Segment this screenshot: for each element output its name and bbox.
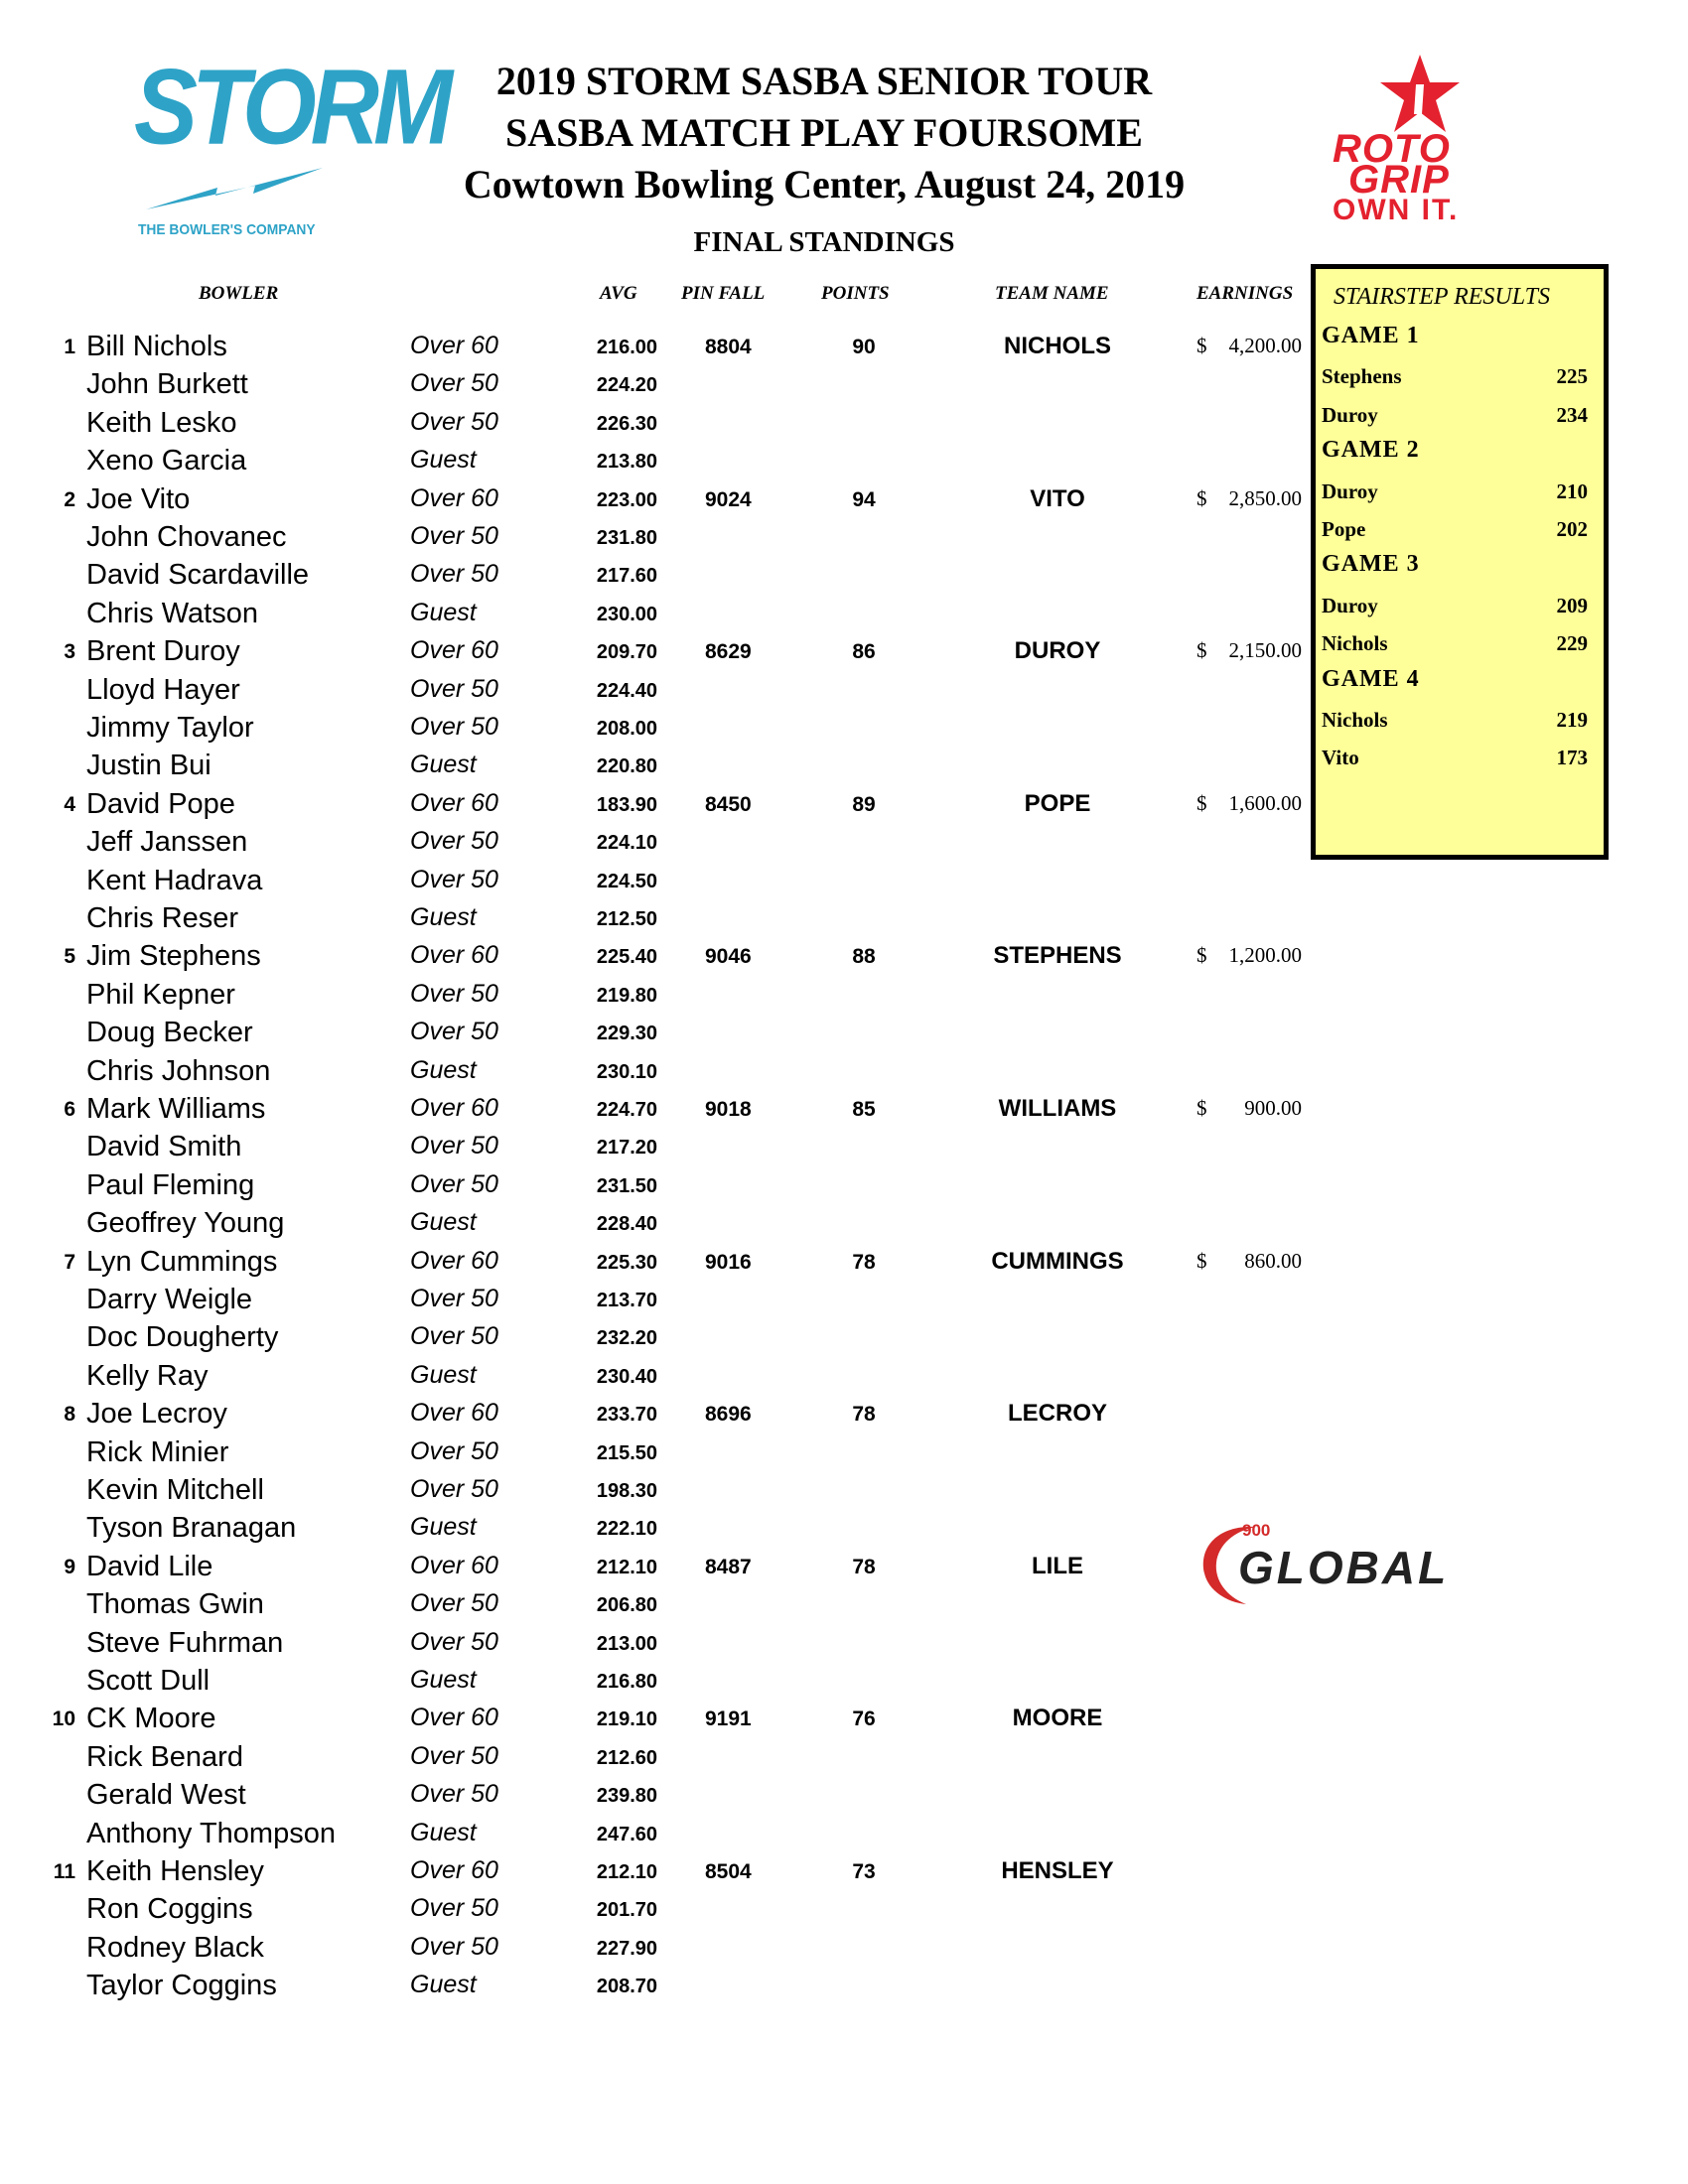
bowler-division: Over 50 (410, 827, 498, 855)
stairstep-score: 202 (1556, 517, 1588, 541)
bowler-average: 217.60 (596, 565, 657, 587)
bowler-average: 212.50 (596, 908, 657, 930)
bowler-average: 247.60 (596, 1824, 657, 1845)
bowler-average: 224.50 (596, 871, 657, 892)
team-name: NICHOLS (1004, 333, 1111, 359)
team-earnings: 1,600.00 (1228, 791, 1302, 815)
stairstep-game-label: GAME 1 (1322, 323, 1420, 348)
team-points: 85 (852, 1098, 876, 1121)
bowler-average: 224.70 (596, 1099, 657, 1121)
table-row (0, 1281, 1311, 1318)
bowler-name: Phil Kepner (86, 979, 235, 1011)
bowler-average: 198.30 (596, 1480, 657, 1502)
bowler-division: Guest (410, 1056, 477, 1084)
header-points: POINTS (821, 283, 890, 304)
bowler-division: Over 50 (410, 980, 498, 1008)
bowler-average: 224.40 (596, 680, 657, 702)
table-row (0, 1852, 1311, 1890)
bowler-division: Guest (410, 1361, 477, 1389)
stairstep-bowler-name: Duroy (1322, 594, 1378, 617)
bowler-division: Over 60 (410, 1856, 498, 1884)
team-rank: 7 (64, 1251, 75, 1274)
bowler-average: 224.10 (596, 832, 657, 854)
bowler-name: Keith Hensley (86, 1855, 264, 1887)
table-row (0, 1738, 1311, 1776)
team-name: STEPHENS (993, 942, 1122, 969)
stairstep-game-label: GAME 4 (1322, 666, 1420, 692)
team-points: 78 (852, 1556, 876, 1578)
table-row (0, 671, 1311, 709)
bowler-division: Guest (410, 1819, 477, 1846)
team-points: 78 (852, 1403, 876, 1426)
storm-tagline: THE BOWLER'S COMPANY (138, 221, 316, 238)
team-name: HENSLEY (1001, 1857, 1114, 1884)
earnings-currency: $ (1196, 486, 1207, 510)
table-row (0, 1815, 1311, 1852)
bowler-name: David Scardaville (86, 559, 310, 591)
bowler-name: Paul Fleming (86, 1169, 255, 1201)
team-points: 86 (852, 640, 876, 663)
bowler-division: Over 50 (410, 369, 498, 397)
team-earnings: 2,850.00 (1228, 486, 1302, 510)
team-pinfall: 8804 (705, 336, 752, 358)
bowler-division: Over 50 (410, 408, 498, 436)
bowler-name: Gerald West (86, 1779, 246, 1811)
bowler-division: Over 50 (410, 1285, 498, 1312)
bowler-name: Taylor Coggins (86, 1970, 277, 2001)
table-row (0, 1776, 1311, 1814)
stairstep-score: 225 (1556, 364, 1588, 388)
bowler-division: Over 50 (410, 1628, 498, 1656)
team-pinfall: 8696 (705, 1403, 752, 1426)
bowler-name: Jim Stephens (86, 940, 261, 972)
bowler-division: Over 50 (410, 675, 498, 703)
bowler-average: 225.40 (596, 946, 657, 968)
table-row (0, 556, 1311, 594)
bowler-division: Guest (410, 446, 477, 474)
bowler-division: Over 60 (410, 332, 498, 359)
bowler-name: Chris Reser (86, 902, 239, 934)
bowler-average: 222.10 (596, 1518, 657, 1540)
bowler-division: Over 50 (410, 1894, 498, 1922)
roto-logo-slogan: OWN IT. (1333, 194, 1460, 226)
bowler-average: 217.20 (596, 1137, 657, 1159)
team-rank: 4 (64, 793, 75, 816)
table-row (0, 1014, 1311, 1051)
earnings-currency: $ (1196, 1096, 1207, 1120)
bowler-average: 206.80 (596, 1594, 657, 1616)
title-line-2: SASBA MATCH PLAY FOURSOME (505, 110, 1143, 155)
bowler-division: Guest (410, 599, 477, 626)
team-earnings: 860.00 (1244, 1249, 1302, 1273)
table-row (0, 1090, 1311, 1128)
bowler-name: David Lile (86, 1551, 213, 1582)
bowler-name: Geoffrey Young (86, 1207, 285, 1239)
bowler-average: 212.10 (596, 1557, 657, 1578)
stairstep-game-heading (1320, 433, 1588, 471)
bowler-name: Ron Coggins (86, 1893, 253, 1925)
bowler-name: Mark Williams (86, 1093, 266, 1125)
table-row (0, 1662, 1311, 1700)
table-row (0, 1967, 1311, 2004)
team-rank: 3 (64, 640, 75, 663)
roto-grip-logo (1321, 55, 1529, 226)
bowler-name: Steve Fuhrman (86, 1627, 284, 1659)
bowler-average: 212.10 (596, 1861, 657, 1883)
bowler-name: Brent Duroy (86, 635, 240, 667)
table-row (0, 365, 1311, 403)
team-earnings: 4,200.00 (1228, 334, 1302, 357)
bowler-division: Over 50 (410, 866, 498, 893)
team-points: 90 (852, 336, 876, 358)
earnings-currency: $ (1196, 638, 1207, 662)
storm-logo-word: STORM (134, 48, 447, 168)
table-row (0, 899, 1311, 937)
table-row (0, 747, 1311, 784)
bowler-average: 230.40 (596, 1366, 657, 1388)
page-subtitle: FINAL STANDINGS (693, 226, 955, 258)
table-row (0, 1509, 1311, 1547)
bowler-average: 213.80 (596, 451, 657, 473)
bowler-division: Over 50 (410, 1132, 498, 1160)
header-pinfall: PIN FALL (681, 283, 766, 304)
bowler-average: 225.30 (596, 1252, 657, 1274)
bowler-name: David Pope (86, 788, 235, 820)
bowler-average: 216.00 (596, 337, 657, 358)
table-row (0, 709, 1311, 747)
bowler-division: Over 60 (410, 941, 498, 969)
bowler-average: 219.80 (596, 985, 657, 1007)
table-row (0, 1166, 1311, 1204)
bowler-division: Over 60 (410, 1247, 498, 1275)
stairstep-score: 234 (1556, 403, 1588, 427)
bowler-average: 230.10 (596, 1061, 657, 1083)
stairstep-bowler-name: Pope (1322, 517, 1366, 541)
bowler-name: Scott Dull (86, 1665, 211, 1697)
table-row (0, 1318, 1311, 1356)
team-name: DUROY (1014, 637, 1101, 664)
table-row (0, 480, 1311, 518)
team-earnings: 900.00 (1244, 1096, 1302, 1120)
team-points: 89 (852, 793, 876, 816)
team-pinfall: 8487 (705, 1556, 752, 1578)
bowler-name: Joe Lecroy (86, 1398, 227, 1430)
stairstep-score: 219 (1556, 708, 1588, 732)
team-earnings: 2,150.00 (1228, 638, 1302, 662)
global-logo-number: 900 (1242, 1521, 1271, 1540)
stairstep-game-heading (1320, 319, 1588, 356)
bowler-division: Guest (410, 751, 477, 778)
team-points: 73 (852, 1860, 876, 1883)
earnings-currency: $ (1196, 791, 1207, 815)
bowler-name: Keith Lesko (86, 407, 237, 439)
bowler-name: Bill Nichols (86, 331, 227, 362)
team-points: 78 (852, 1251, 876, 1274)
stairstep-title: STAIRSTEP RESULTS (1334, 284, 1550, 310)
table-row (0, 1929, 1311, 1967)
bowler-division: Guest (410, 1971, 477, 1998)
table-row (0, 404, 1311, 442)
bowler-division: Over 50 (410, 1437, 498, 1465)
bowler-name: Doug Becker (86, 1017, 253, 1048)
bowler-average: 220.80 (596, 755, 657, 777)
team-rank: 6 (64, 1098, 75, 1121)
team-pinfall: 9024 (705, 488, 752, 511)
table-row (0, 1243, 1311, 1281)
stairstep-score: 229 (1556, 631, 1588, 655)
team-pinfall: 9016 (705, 1251, 752, 1274)
header-avg: AVG (600, 283, 637, 304)
bowler-average: 226.30 (596, 413, 657, 435)
bowler-name: Doc Dougherty (86, 1321, 279, 1353)
stairstep-score-line (1320, 586, 1588, 623)
team-points: 76 (852, 1707, 876, 1730)
table-row (0, 1585, 1311, 1623)
team-pinfall: 8504 (705, 1860, 752, 1883)
bowler-name: Darry Weigle (86, 1284, 253, 1315)
title-line-3: Cowtown Bowling Center, August 24, 2019 (463, 162, 1186, 206)
stairstep-game-heading (1320, 662, 1588, 700)
team-name: CUMMINGS (991, 1248, 1124, 1275)
bowler-average: 209.70 (596, 641, 657, 663)
earnings-currency: $ (1196, 334, 1207, 357)
bowler-division: Over 60 (410, 1704, 498, 1731)
team-earnings: 1,200.00 (1228, 943, 1302, 967)
table-row (0, 976, 1311, 1014)
stairstep-score-line (1320, 472, 1588, 509)
bowler-name: Lyn Cummings (86, 1246, 278, 1278)
stairstep-game-heading (1320, 547, 1588, 585)
bowler-average: 201.70 (596, 1899, 657, 1921)
table-row (0, 595, 1311, 632)
bowler-name: Kevin Mitchell (86, 1474, 264, 1506)
bowler-division: Guest (410, 903, 477, 931)
team-pinfall: 9018 (705, 1098, 752, 1121)
table-row (0, 1700, 1311, 1737)
roto-logo-word-2: GRIP (1348, 158, 1450, 202)
900-global-logo (1196, 1519, 1524, 1608)
table-row (0, 1624, 1311, 1662)
bowler-average: 231.80 (596, 527, 657, 549)
bowler-division: Over 60 (410, 1094, 498, 1122)
stairstep-bowler-name: Duroy (1322, 403, 1378, 427)
stairstep-score-line (1320, 700, 1588, 738)
stairstep-bowler-name: Stephens (1322, 364, 1402, 388)
bowler-division: Over 50 (410, 1018, 498, 1045)
table-row (0, 823, 1311, 861)
bowler-average: 233.70 (596, 1404, 657, 1426)
bowler-division: Over 60 (410, 1399, 498, 1427)
bowler-average: 208.70 (596, 1976, 657, 1997)
team-points: 94 (852, 488, 876, 511)
team-rank: 2 (64, 488, 75, 511)
stairstep-score-line (1320, 356, 1588, 394)
bowler-division: Over 50 (410, 1780, 498, 1808)
bowler-name: Justin Bui (86, 750, 211, 781)
bowler-division: Over 50 (410, 1742, 498, 1770)
team-pinfall: 9046 (705, 945, 752, 968)
bowler-average: 227.90 (596, 1938, 657, 1960)
table-row (0, 328, 1311, 365)
bowler-average: 216.80 (596, 1671, 657, 1693)
stairstep-score: 173 (1556, 746, 1588, 769)
table-row (0, 937, 1311, 975)
team-rank: 8 (64, 1403, 75, 1426)
bowler-name: Rick Benard (86, 1741, 243, 1773)
header-earnings: EARNINGS (1196, 283, 1294, 304)
stairstep-game-label: GAME 3 (1322, 551, 1420, 577)
bowler-name: John Burkett (86, 368, 248, 400)
team-name: VITO (1030, 485, 1085, 512)
bowler-division: Over 50 (410, 1933, 498, 1961)
bowler-name: Tyson Branagan (86, 1512, 297, 1544)
team-name: LILE (1032, 1553, 1083, 1579)
bowler-average: 213.70 (596, 1290, 657, 1311)
stairstep-bowler-name: Vito (1322, 746, 1359, 769)
team-name: POPE (1024, 790, 1091, 817)
bowler-division: Over 60 (410, 789, 498, 817)
star-icon (1368, 55, 1473, 134)
team-pinfall: 8450 (705, 793, 752, 816)
bowler-name: David Smith (86, 1131, 242, 1162)
table-row (0, 632, 1311, 670)
bowler-division: Over 50 (410, 1589, 498, 1617)
stairstep-results-box (1311, 264, 1609, 860)
team-points: 88 (852, 945, 876, 968)
bowler-average: 239.80 (596, 1785, 657, 1807)
bowler-name: Lloyd Hayer (86, 674, 240, 706)
lightning-bolt-icon (146, 166, 325, 215)
bowler-division: Over 60 (410, 636, 498, 664)
table-row (0, 862, 1311, 899)
earnings-currency: $ (1196, 1249, 1207, 1273)
stairstep-score-line (1320, 509, 1588, 547)
team-name: MOORE (1012, 1705, 1103, 1731)
bowler-name: Xeno Garcia (86, 445, 247, 477)
table-row (0, 1548, 1311, 1585)
team-rank: 5 (64, 945, 75, 968)
bowler-division: Over 50 (410, 522, 498, 550)
bowler-name: Kent Hadrava (86, 865, 263, 896)
bowler-division: Over 50 (410, 713, 498, 741)
table-row (0, 1357, 1311, 1395)
bowler-average: 229.30 (596, 1023, 657, 1044)
storm-logo (134, 48, 447, 243)
bowler-average: 231.50 (596, 1175, 657, 1197)
bowler-name: Rodney Black (86, 1932, 264, 1964)
table-row (0, 518, 1311, 556)
bowler-name: CK Moore (86, 1703, 216, 1734)
team-rank: 10 (52, 1707, 75, 1730)
header-bowler: BOWLER (199, 283, 279, 304)
stairstep-score-line (1320, 395, 1588, 433)
header-team-name: TEAM NAME (995, 283, 1109, 304)
table-row (0, 1890, 1311, 1928)
bowler-average: 208.00 (596, 718, 657, 740)
bowler-name: Jimmy Taylor (86, 712, 254, 744)
team-rank: 1 (64, 336, 75, 358)
team-pinfall: 9191 (705, 1707, 752, 1730)
bowler-name: Kelly Ray (86, 1360, 209, 1392)
bowler-division: Over 50 (410, 1475, 498, 1503)
bowler-name: Anthony Thompson (86, 1818, 336, 1849)
bowler-name: Chris Johnson (86, 1055, 271, 1087)
earnings-currency: $ (1196, 943, 1207, 967)
table-row (0, 1471, 1311, 1509)
bowler-name: Jeff Janssen (86, 826, 248, 858)
bowler-average: 232.20 (596, 1327, 657, 1349)
global-logo-word: GLOBAL (1238, 1542, 1450, 1593)
bowler-average: 230.00 (596, 604, 657, 625)
stairstep-score: 210 (1556, 479, 1588, 503)
bowler-average: 215.50 (596, 1442, 657, 1464)
stairstep-score-line (1320, 738, 1588, 775)
table-row (0, 1052, 1311, 1090)
bowler-division: Guest (410, 1208, 477, 1236)
bowler-average: 219.10 (596, 1708, 657, 1730)
bowler-division: Guest (410, 1513, 477, 1541)
table-row (0, 1128, 1311, 1165)
stairstep-score-line (1320, 623, 1588, 661)
bowler-division: Over 60 (410, 484, 498, 512)
stairstep-bowler-name: Nichols (1322, 631, 1388, 655)
table-row (0, 1433, 1311, 1471)
bowler-name: Thomas Gwin (86, 1588, 264, 1620)
bowler-average: 212.60 (596, 1747, 657, 1769)
stairstep-game-label: GAME 2 (1322, 437, 1420, 463)
team-rank: 9 (64, 1556, 75, 1578)
stairstep-bowler-name: Duroy (1322, 479, 1378, 503)
team-pinfall: 8629 (705, 640, 752, 663)
team-rank: 11 (53, 1860, 75, 1883)
bowler-average: 223.00 (596, 489, 657, 511)
bowler-name: Chris Watson (86, 598, 258, 629)
bowler-average: 183.90 (596, 794, 657, 816)
table-row (0, 1395, 1311, 1433)
table-row (0, 1204, 1311, 1242)
bowler-division: Over 50 (410, 1322, 498, 1350)
team-name: LECROY (1007, 1400, 1107, 1427)
title-line-1: 2019 STORM SASBA SENIOR TOUR (495, 59, 1153, 103)
table-row (0, 442, 1311, 479)
bowler-name: Rick Minier (86, 1436, 229, 1468)
bowler-name: Joe Vito (86, 483, 191, 515)
bowler-division: Over 50 (410, 560, 498, 588)
team-name: WILLIAMS (998, 1095, 1117, 1122)
bowler-average: 213.00 (596, 1633, 657, 1655)
bowler-division: Over 60 (410, 1552, 498, 1579)
bowler-average: 228.40 (596, 1213, 657, 1235)
stairstep-score: 209 (1556, 594, 1588, 617)
stairstep-bowler-name: Nichols (1322, 708, 1388, 732)
bowler-division: Over 50 (410, 1170, 498, 1198)
bowler-name: John Chovanec (86, 521, 287, 553)
roto-logo-word-1: ROTO (1333, 127, 1451, 171)
bowler-average: 224.20 (596, 374, 657, 396)
table-row (0, 785, 1311, 823)
bowler-division: Guest (410, 1666, 477, 1694)
